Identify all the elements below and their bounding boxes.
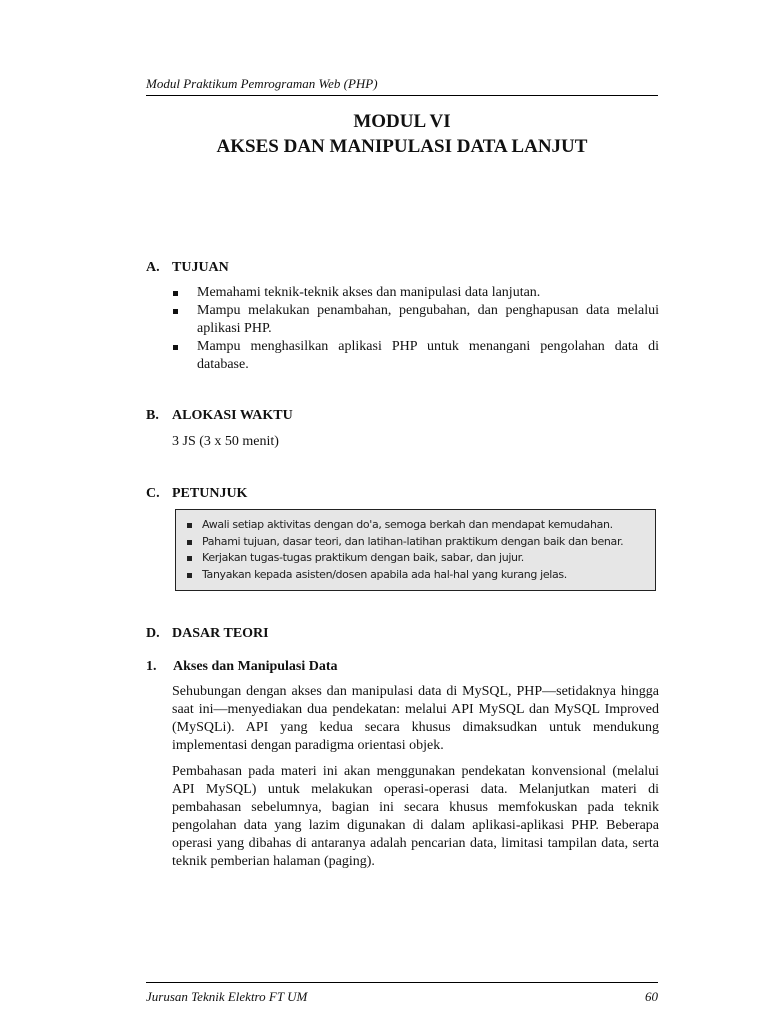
subsection-number: 1. bbox=[146, 659, 157, 674]
tujuan-list bbox=[172, 284, 659, 374]
subsection-heading bbox=[146, 658, 338, 676]
list-item bbox=[186, 517, 651, 534]
list-item bbox=[172, 302, 659, 338]
section-heading-alokasi bbox=[146, 407, 293, 425]
list-item bbox=[186, 550, 651, 567]
list-item-text: Mampu menghasilkan aplikasi PHP untuk menangani pengolahan data di database. bbox=[197, 339, 659, 372]
bullet-square-icon bbox=[187, 573, 192, 578]
section-title: TUJUAN bbox=[172, 260, 229, 275]
list-item bbox=[172, 338, 659, 374]
time-allocation: 3 JS (3 x 50 menit) bbox=[172, 434, 279, 449]
paragraph: Sehubungan dengan akses dan manipulasi data di MySQL, PHP—setidaknya hingga saat ini—menyediakan dua pendekatan: melalui API MySQL dan MySQL Improved (MySQLi). API yang kedua secara khusus dimaksudkan untuk mendukung implementasi dengan paradigma orientasi objek. bbox=[172, 684, 659, 753]
list-item-text: Pahami tujuan, dasar teori, dan latihan-latihan praktikum dengan baik dan benar. bbox=[202, 534, 624, 548]
bullet-square-icon bbox=[187, 540, 192, 545]
footer-divider bbox=[146, 982, 658, 983]
list-item-text: Memahami teknik-teknik akses dan manipulasi data lanjutan. bbox=[197, 285, 541, 300]
footer-department: Jurusan Teknik Elektro FT UM bbox=[146, 989, 308, 1004]
subsection-title: Akses dan Manipulasi Data bbox=[173, 659, 338, 674]
bullet-square-icon bbox=[187, 523, 192, 528]
list-item bbox=[172, 284, 659, 302]
bullet-square-icon bbox=[173, 345, 178, 350]
module-title: AKSES DAN MANIPULASI DATA LANJUT bbox=[216, 136, 588, 157]
list-item-text: Mampu melakukan penambahan, pengubahan, dan penghapusan data melalui aplikasi PHP. bbox=[197, 303, 659, 336]
bullet-square-icon bbox=[187, 556, 192, 561]
paragraph: Pembahasan pada materi ini akan menggunakan pendekatan konvensional (melalui API MySQL) untuk melakukan operasi-operasi data. Melanjutkan materi di pembahasan sebelumnya, bagian ini secara khusus memfokuskan pada teknik pengolahan data yang lazim digunakan di dalam aplikasi-aplikasi PHP. Beberapa operasi yang dibahas di antaranya adalah pencarian data, limitasi tampilan data, serta teknik pemberian halaman (paging). bbox=[172, 764, 659, 869]
section-heading-tujuan bbox=[146, 259, 229, 277]
list-item bbox=[186, 534, 651, 551]
list-item-text: Tanyakan kepada asisten/dosen apabila ada hal-hal yang kurang jelas. bbox=[202, 567, 567, 581]
section-letter: D. bbox=[146, 626, 160, 641]
module-number: MODUL VI bbox=[353, 111, 451, 132]
section-letter: B. bbox=[146, 408, 159, 423]
section-letter: A. bbox=[146, 260, 160, 275]
petunjuk-list bbox=[186, 517, 651, 583]
section-title: ALOKASI WAKTU bbox=[172, 408, 293, 423]
list-item-text: Awali setiap aktivitas dengan do'a, semoga berkah dan mendapat kemudahan. bbox=[202, 518, 613, 531]
section-heading-dasar-teori bbox=[146, 625, 269, 643]
bullet-square-icon bbox=[173, 309, 178, 314]
section-title: PETUNJUK bbox=[172, 486, 248, 501]
header-divider bbox=[146, 95, 658, 96]
instructions-box bbox=[175, 509, 656, 591]
running-header: Modul Praktikum Pemrograman Web (PHP) bbox=[146, 76, 378, 91]
section-heading-petunjuk bbox=[146, 485, 247, 503]
page-number: 60 bbox=[645, 989, 658, 1004]
section-title: DASAR TEORI bbox=[172, 626, 269, 641]
bullet-square-icon bbox=[173, 291, 178, 296]
section-letter: C. bbox=[146, 486, 160, 501]
list-item-text: Kerjakan tugas-tugas praktikum dengan baik, sabar, dan jujur. bbox=[202, 551, 524, 564]
list-item bbox=[186, 567, 651, 584]
